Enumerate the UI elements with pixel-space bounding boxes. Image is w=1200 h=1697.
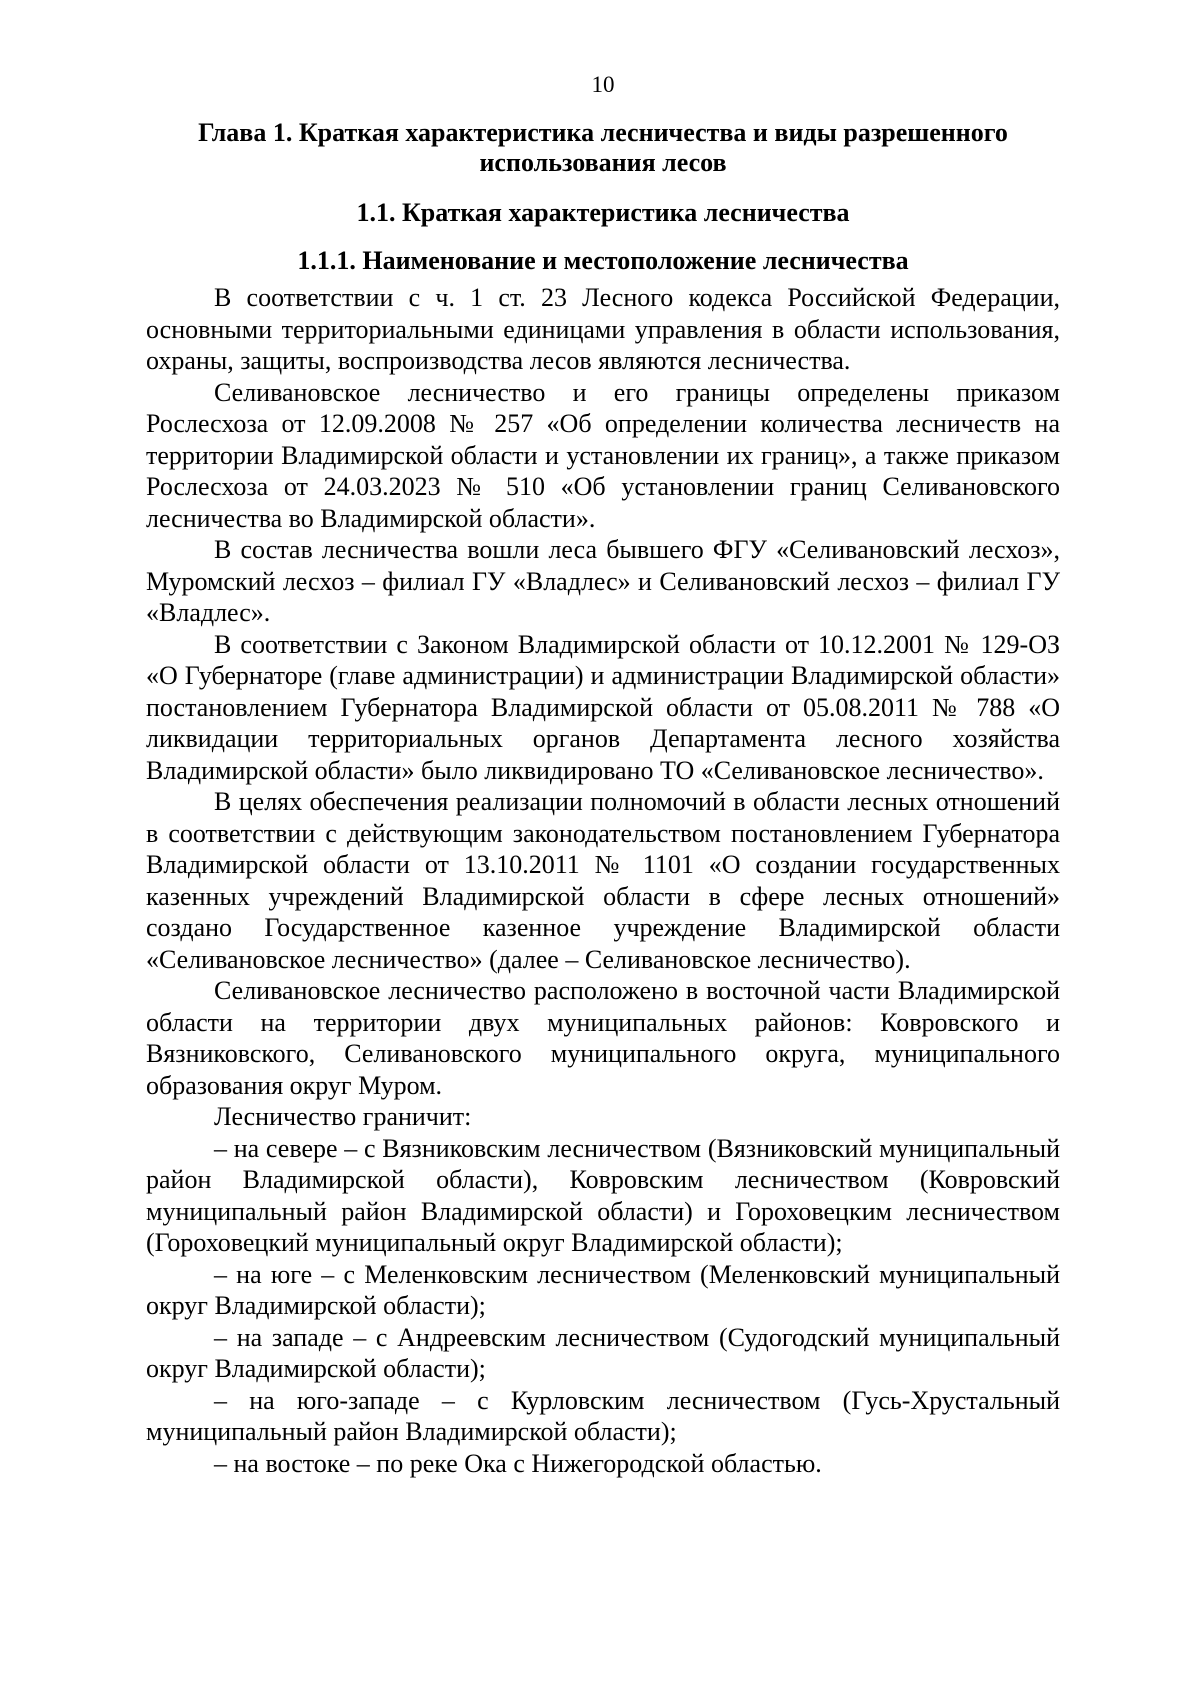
paragraph: Лесничество граничит:	[214, 1102, 472, 1131]
section-title: 1.1. Краткая характеристика лесничества	[356, 198, 850, 227]
list-item: – на юго-западе – с Курловским лесничеством (Гусь-Хрустальный муниципальный район Владимирской области);	[146, 1385, 1060, 1446]
document-page	[146, 70, 1060, 1479]
list-item: – на востоке – по реке Ока с Нижегородской областью.	[214, 1448, 822, 1478]
page-number: 10	[591, 72, 615, 97]
paragraph: Селивановское лесничество расположено в восточной части Владимирской области на территории двух муниципальных районов: Ковровского и Вязниковского, Селивановского муниципального округа, муниципального образования округ Муром.	[146, 976, 1060, 1100]
paragraph: В целях обеспечения реализации полномочий в области лесных отношений в соответствии с действующим законодательством постановлением Губернатора Владимирской области от 13.10.2011 № 1101 «О создании государственных казенных учреждений Владимирской области в сфере лесных отношений» создано Государственное казенное учреждение Владимирской области «Селивановское лесничество» (далее – Селивановское лесничество).	[146, 787, 1060, 974]
subsection-title: 1.1.1. Наименование и местоположение лесничества	[297, 246, 909, 275]
paragraph: В состав лесничества вошли леса бывшего ФГУ «Селивановский лесхоз», Муромский лесхоз – филиал ГУ «Владлес» и Селивановский лесхоз – филиал ГУ «Владлес».	[146, 535, 1060, 627]
paragraph: В соответствии с Законом Владимирской области от 10.12.2001 № 129-ОЗ «О Губернаторе (главе администрации) и администрации Владимирской области» постановлением Губернатора Владимирской области от 05.08.2011 № 788 «О ликвидации территориальных органов Департамента лесного хозяйства Владимирской области» было ликвидировано ТО «Селивановское лесничество».	[146, 629, 1060, 785]
list-item: – на западе – с Андреевским лесничеством (Судогодский муниципальный округ Владимирской области);	[146, 1322, 1060, 1383]
list-item: – на юге – с Меленковским лесничеством (Меленковский муниципальный округ Владимирской области);	[146, 1259, 1060, 1320]
list-item: – на севере – с Вязниковским лесничеством (Вязниковский муниципальный район Владимирской области), Ковровским лесничеством (Ковровский муниципальный район Владимирской области) и Гороховецким лесничеством (Гороховецкий муниципальный округ Владимирской области);	[146, 1133, 1060, 1257]
chapter-title: Глава 1. Краткая характеристика лесничества и виды разрешенного использования лесов	[198, 118, 1008, 177]
paragraph: В соответствии с ч. 1 ст. 23 Лесного кодекса Российской Федерации, основными территориальными единицами управления в области использования, охраны, защиты, воспроизводства лесов являются лесничества.	[146, 283, 1060, 375]
paragraph: Селивановское лесничество и его границы определены приказом Рослесхоза от 12.09.2008 № 257 «Об определении количества лесничеств на территории Владимирской области и установлении их границ», а также приказом Рослесхоза от 24.03.2023 № 510 «Об установлении границ Селивановского лесничества во Владимирской области».	[146, 377, 1060, 533]
